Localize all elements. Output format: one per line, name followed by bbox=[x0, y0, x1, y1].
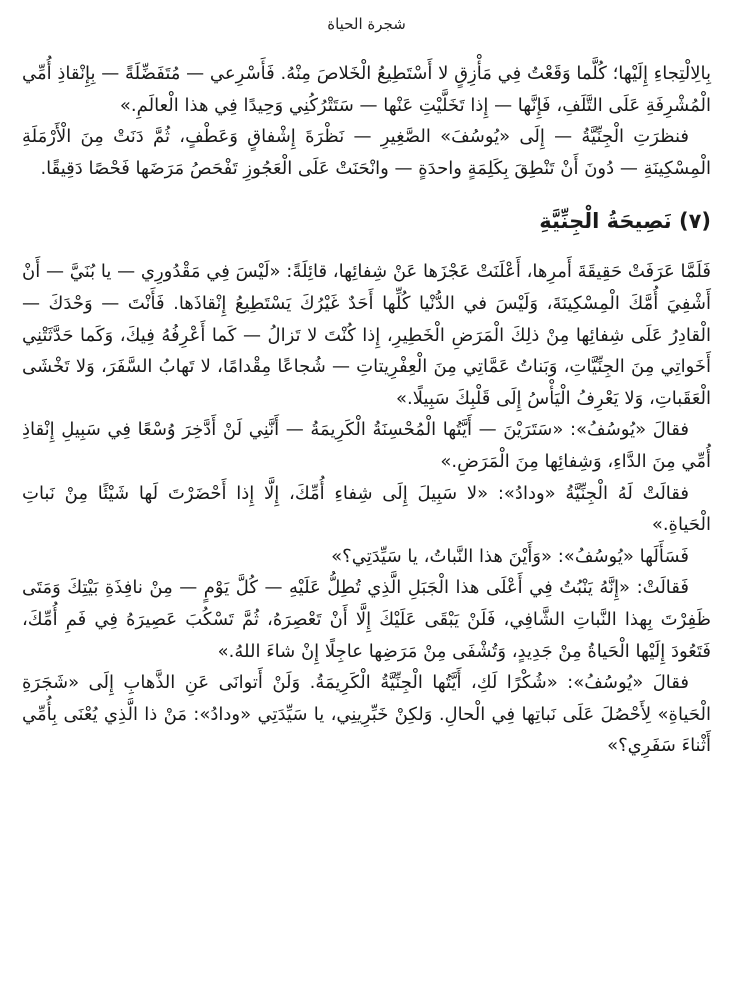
paragraph-1: بِالِالْتِجاءِ إِلَيْها؛ كُلَّما وَقَعْتُ فِي مَأْزِقٍ لا أَسْتَطِيعُ الْخَلاصَ مِنْهُ. فَأَسْرِعي — مُتَفَضِّلَةً — بِإِنْقاذِ أُمِّي الْمُشْرِفَةِ عَلَى التَّلَفِ، فَإِنَّها — إِذا تَخَلَّيْتِ عَنْها — سَتَتْرُكُنِي وَحِيدًا فِي هذا الْعالَمِ.» bbox=[22, 63, 711, 116]
paragraph-6: فَسَأَلَها «يُوسُفُ»: «وَأَيْنَ هذا النَّباتُ، يا سَيِّدَتِي؟» bbox=[331, 545, 689, 567]
section-heading: (٧) نَصِيحَةُ الْجِنِّيَّةِ bbox=[539, 209, 711, 234]
paragraph-5: فقالَتْ لَهُ الْجِنِّيَّةُ «ودادُ»: «لا سَبِيلَ إِلَى شِفاءِ أُمِّكَ، إِلَّا إِذا أَحْضَرْتَ لَها شَيْئًا مِنْ نَباتِ الْحَياةِ.» bbox=[22, 482, 711, 536]
paragraph-4: فقالَ «يُوسُفُ»: «سَتَرَيْنَ — أَيَّتُها الْمُحْسِنَةُ الْكَرِيمَةُ — أَنَّنِي لَنْ أَدَّخِرَ وُسْعًا فِي سَبِيلِ إِنْقاذِ أُمِّي مِنَ الدَّاءِ، وَشِفائِها مِنَ الْمَرَضِ.» bbox=[22, 419, 711, 472]
running-header: شجرة الحياة bbox=[327, 15, 406, 33]
paragraph-7: فَقالَتْ: «إِنَّهُ يَنْبُتُ فِي أَعْلَى هذا الْجَبَلِ الَّذِي تُطِلُّ عَلَيْهِ — كُلَّ يَوْمٍ — مِنْ نافِذَةِ بَيْتِكَ وَمَتَى ظَفِرْتَ بِهذا النَّباتِ الشَّافِي، فَلَنْ يَبْقَى عَلَيْكَ إِلَّا أَنْ تَعْصِرَهُ، ثُمَّ تَسْكُبَ عَصِيرَهُ فِي فَمِ أُمِّكَ، فَتَعُودَ إِلَيْها الْحَياةُ مِنْ جَدِيدٍ، وَتُشْفَى مِنْ مَرَضِها عاجِلًا إِنْ شاءَ اللهُ.» bbox=[22, 577, 711, 662]
paragraph-8: فقالَ «يُوسُفُ»: «شُكْرًا لَكِ، أَيَّتُها الْجِنِّيَّةُ الْكَرِيمَةُ. وَلَنْ أَتوانَى عَنِ الذَّهابِ إِلَى «شَجَرَةِ الْحَياةِ» لِأَحْصُلَ عَلَى نَباتِها فِي الْحالِ. وَلكِنْ خَبِّرِينِي، يا سَيِّدَتِي «ودادُ»: مَنْ ذا الَّذِي يُعْنَى بِأُمِّي أَثْناءَ سَفَرِي؟» bbox=[22, 672, 711, 757]
paragraph-3: فَلَمَّا عَرَفَتْ حَقِيقَةَ أَمرِها، أَعْلَنَتْ عَجْزَها عَنْ شِفائِها، قائِلَةً: «لَيْسَ فِي مَقْدُورِي — يا بُنَيَّ — أَنْ أَشْفِيَ أُمَّكَ الْمِسْكِينَةَ، وَلَيْسَ في الدُّنْيا كُلِّها أَحَدٌ غَيْرُكَ يَسْتَطِيعُ إِنْقاذَها. فَأَنْتَ — وَحْدَكَ — الْقادِرُ عَلَى شِفائِها مِنْ ذلِكَ الْمَرَضِ الْخَطِيرِ، إِذا كُنْتَ لا تَزالُ — كَما أَعْرِفُهُ فِيكَ، وَكَما حَدَّثَتْنِي أَخَواتِي مِنَ الجِنِّيَّاتِ، وَبَناتُ عَمَّاتِي مِنَ الْعِفْرِيتاتِ — شُجاعًا مِقْدامًا، لا تَهابُ السَّفَرَ، وَلا تَخْشَى الْعَقَباتِ، وَلا يَعْرِفُ الْيَأْسُ إِلَى قَلْبِكَ سَبِيلًا.» bbox=[22, 261, 711, 409]
paragraph-2: فنظرَتِ الْجِنِّيَّةُ — إِلَى «يُوسُفَ» الصَّغِيرِ — نَظْرَةَ إِشْفاقٍ وَعَطْفٍ، ثُمَّ دَنَتْ مِنَ الْأَرْمَلَةِ الْمِسْكِينَةِ — دُونَ أَنْ تَنْطِقَ بِكَلِمَةٍ واحدَةٍ — وانْحَنَتْ عَلَى الْعَجُوزِ تَفْحَصُ مَرَضَها فَحْصًا دَقِيقًا. bbox=[22, 126, 711, 179]
